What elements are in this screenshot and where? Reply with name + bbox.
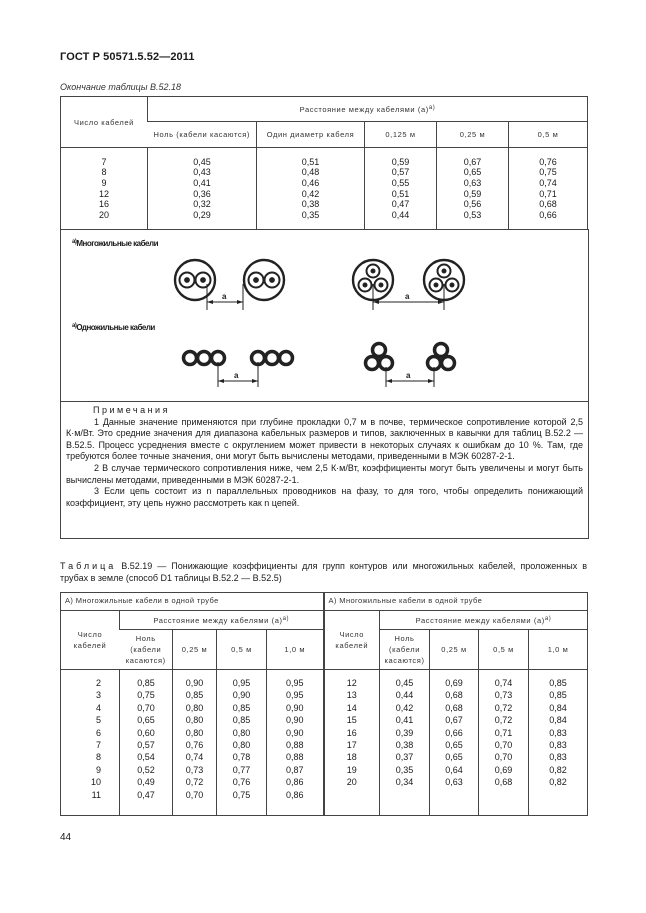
0125-values: 0,59 0,57 0,55 0,51 0,47 0,44 — [365, 148, 437, 230]
distance-group-label: Расстояние между кабелями (а) — [299, 105, 429, 114]
table-b5218 — [60, 96, 588, 230]
page-number: 44 — [60, 832, 72, 843]
notes-block — [60, 401, 589, 539]
right-05-values: 0,74 0,73 0,72 0,72 0,71 0,70 0,70 0,69 0,68 — [479, 670, 529, 816]
multicore-cable-2core-right-icon — [244, 260, 284, 300]
col-header-count: Число кабелей — [61, 97, 148, 148]
notes-title: Примечания — [93, 405, 170, 415]
multicore-cable-2core-left-icon — [175, 260, 215, 300]
table-caption-text: В.52.19 — Понижающие коэффициенты для групп контуров или многожильных кабелей, проложенных в трубах в земле (способ D1 таблицы В.52.2 — В.52.5) — [60, 561, 587, 583]
table-continuation-caption: Окончание таблицы В.52.18 — [60, 82, 181, 92]
left-distance-label: Расстояние между кабелями (а) — [153, 616, 283, 625]
cable-arrangement-figure — [60, 229, 589, 402]
table-b5219-caption — [60, 560, 587, 584]
right-section-title: А) Многожильные кабели в одной трубе — [324, 593, 588, 611]
note-2: 2 В случае термического сопротивления ниже, чем 2,5 К·м/Вт, коэффициенты могут быть увеличены и могут быть вычислены методами, приведенными в МЭК 60287-2-1. — [66, 462, 583, 485]
dim-label: a — [405, 292, 410, 301]
left-footnote-marker: а) — [282, 616, 290, 622]
cable-count-values: 7 8 9 12 16 20 — [98, 156, 109, 220]
right-col-header-05: 0,5 м — [479, 630, 529, 670]
col-header-distance-group — [148, 97, 588, 122]
single-core-group-trefoil-left-icon — [366, 344, 393, 370]
right-count-values: 12 13 14 15 16 17 18 19 20 — [324, 670, 380, 816]
right-col-header-10: 1,0 м — [529, 630, 588, 670]
single-core-label-marker: а) — [72, 323, 77, 329]
left-count-values: 2 3 4 5 6 7 8 9 10 11 — [90, 678, 101, 800]
one-diameter-values: 0,51 0,48 0,46 0,42 0,38 0,35 — [257, 148, 365, 230]
note-1: 1 Данные значение применяются при глубине прокладки 0,7 м в почве, термическое сопротивление которой 2,5 К·м/Вт. Это средние значения для диапазона кабельных размеров и типов, заключенных в кавычки для таблиц В.52.2 — В.52.5. Процесс усреднения вместе с округлением может привести в некоторых случаях к ошибкам до 10 %. Там, где требуются более точные значения, они могут быть вычислены методами, приведенными в МЭК 60287-2-1. — [66, 416, 583, 462]
col-header-0125: 0,125 м — [365, 122, 437, 148]
left-col-header-count: Число кабелей — [61, 611, 120, 670]
left-section-title: А) Многожильные кабели в одной трубе — [61, 593, 324, 611]
dim-label: a — [406, 371, 411, 380]
right-col-header-zero: Ноль (кабели касаются) — [380, 630, 430, 670]
single-core-group-trefoil-right-icon — [428, 344, 455, 370]
dim-label: a — [222, 292, 227, 301]
col-header-025: 0,25 м — [437, 122, 509, 148]
left-distance-group — [120, 611, 324, 630]
left-10-values: 0,95 0,95 0,90 0,90 0,90 0,88 0,88 0,87 0,86 0,86 — [267, 670, 324, 816]
col-header-zero: Ноль (кабели касаются) — [148, 122, 257, 148]
zero-values: 0,45 0,43 0,41 0,36 0,32 0,29 — [148, 148, 257, 230]
right-10-values: 0,85 0,85 0,84 0,84 0,83 0,83 0,83 0,82 0,82 — [529, 670, 588, 816]
right-distance-group — [380, 611, 588, 630]
left-col-header-zero: Ноль (кабели касаются) — [120, 630, 173, 670]
note-3: 3 Если цепь состоит из n параллельных проводников на фазу, то для того, чтобы определить понижающий коэффициент, эту цепь нужно рассмотреть как n цепей. — [66, 486, 583, 508]
right-distance-label: Расстояние между кабелями (а) — [415, 616, 545, 625]
right-025-values: 0,69 0,68 0,68 0,67 0,66 0,65 0,65 0,64 0,63 — [430, 670, 479, 816]
left-zero-values: 0,85 0,75 0,70 0,65 0,60 0,57 0,54 0,52 0,49 0,47 — [120, 670, 173, 816]
right-footnote-marker: а) — [544, 616, 552, 622]
table-b5219 — [60, 592, 588, 816]
left-col-header-10: 1,0 м — [267, 630, 324, 670]
dim-label: a — [234, 371, 239, 380]
right-col-header-count: Число кабелей — [324, 611, 380, 670]
right-col-header-025: 0,25 м — [430, 630, 479, 670]
table-word: Таблица — [60, 561, 117, 571]
left-05-values: 0,95 0,90 0,85 0,85 0,80 0,80 0,78 0,77 0,76 0,75 — [217, 670, 267, 816]
025-values: 0,67 0,65 0,63 0,59 0,56 0,53 — [437, 148, 509, 230]
col-header-one-diameter: Один диаметр кабеля — [257, 122, 365, 148]
cable-diagram — [61, 229, 588, 401]
05-values: 0,76 0,75 0,74 0,71 0,68 0,66 — [509, 148, 588, 230]
footnote-marker: а) — [428, 105, 436, 111]
left-025-values: 0,90 0,85 0,80 0,80 0,80 0,76 0,74 0,73 0,72 0,70 — [173, 670, 217, 816]
document-header: ГОСТ Р 50571.5.52—2011 — [60, 51, 195, 63]
col-header-05: 0,5 м — [509, 122, 588, 148]
multi-core-label-text: Многожильные кабели — [76, 239, 159, 248]
single-core-label-text: Одножильные кабели — [76, 323, 155, 332]
left-col-header-025: 0,25 м — [173, 630, 217, 670]
right-zero-values: 0,45 0,44 0,42 0,41 0,39 0,38 0,37 0,35 0,34 — [380, 670, 430, 816]
left-col-header-05: 0,5 м — [217, 630, 267, 670]
multi-core-label-marker: а) — [72, 239, 77, 245]
